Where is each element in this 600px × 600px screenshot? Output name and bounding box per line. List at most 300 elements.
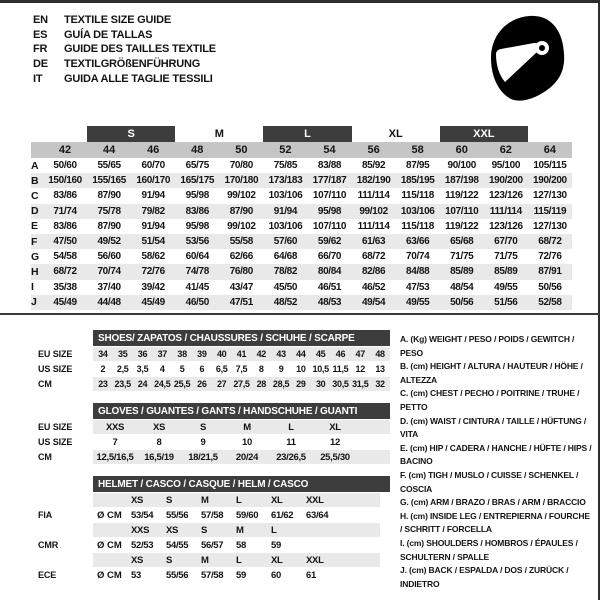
value-cell: 55/56: [166, 569, 189, 581]
gloves-table: [31, 403, 390, 464]
value-cell: 74/78: [185, 266, 209, 278]
value-cell: XL: [271, 494, 283, 506]
value-cell: M: [201, 494, 209, 506]
gloves-title: GLOVES / GUANTES / GANTS / HANDSCHUHE / GUANTI: [93, 403, 390, 419]
value-cell: 23/26,5: [276, 451, 306, 463]
value-cell: XL: [329, 421, 341, 433]
value-cell: 54/55: [166, 539, 189, 551]
value-cell: 95/98: [317, 205, 342, 217]
value-cell: XS: [166, 524, 179, 536]
value-cell: 190/200: [533, 175, 567, 187]
row-band: [93, 450, 390, 464]
value-cell: 47/51: [229, 296, 253, 308]
table-row: [31, 362, 390, 376]
value-cell: 123/126: [488, 190, 523, 202]
value-cell: XXL: [306, 554, 324, 566]
row-label: D: [31, 205, 39, 218]
helmet-svg: [489, 14, 565, 104]
textile-row: [31, 173, 572, 188]
helmet-title: HELMET / CASCO / CASQUE / HELM / CASCO: [93, 476, 390, 492]
row-band: [93, 435, 390, 449]
textile-row: [31, 280, 572, 295]
legend-item: F. (cm) TIGH / MUSLO / CUISSE / SCHENKEL / COSCIA: [400, 469, 579, 494]
value-cell: XXL: [306, 494, 324, 506]
value-cell: 51/54: [141, 236, 165, 248]
value-cell: 59/60: [236, 509, 259, 521]
value-cell: 71/75: [450, 251, 474, 263]
value-cell: 4: [159, 364, 165, 374]
table-row: [31, 420, 390, 434]
row-band: [93, 377, 390, 391]
language-row: [33, 57, 216, 72]
value-cell: 103/106: [400, 205, 435, 217]
row-label: C: [31, 189, 39, 202]
language-code: FR: [33, 43, 48, 56]
value-cell: 127/130: [533, 220, 567, 232]
value-cell: M: [201, 554, 209, 566]
value-cell: 28,5: [272, 379, 290, 389]
value-cell: 52/53: [131, 539, 154, 551]
value-cell: 85/92: [361, 160, 386, 172]
value-cell: 10,5: [312, 364, 329, 374]
value-cell: 65/75: [185, 160, 209, 172]
language-code: ES: [33, 28, 48, 41]
value-cell: 50/56: [538, 281, 562, 293]
value-cell: 41/45: [185, 281, 209, 293]
value-cell: 29: [296, 379, 306, 389]
value-cell: 53: [131, 569, 141, 581]
value-cell: 53/54: [131, 509, 154, 521]
value-cell: M: [243, 421, 251, 433]
helmet-title-row: [31, 476, 390, 492]
value-cell: 87/90: [97, 220, 121, 232]
value-cell: 90/100: [447, 160, 476, 172]
table-row: [31, 493, 390, 507]
legend-item: H. (cm) INSIDE LEG / ENTREPIERNA / FOURCHE / SCHRITT / FORCELLA: [400, 510, 590, 535]
value-cell: 91/94: [141, 190, 165, 202]
value-cell: 62/66: [229, 251, 253, 263]
value-cell: 61/62: [271, 509, 294, 521]
size-number: 58: [411, 144, 424, 156]
textile-row: [31, 249, 572, 264]
size-group-xl: XL: [388, 128, 403, 140]
textile-row: [31, 234, 572, 249]
value-cell: 48/53: [317, 296, 342, 308]
value-cell: 26: [197, 379, 207, 389]
language-row: [33, 28, 216, 43]
value-cell: 48/54: [450, 281, 474, 293]
row-band: [93, 347, 390, 361]
value-cell: 40: [216, 349, 227, 359]
value-cell: 57/60: [273, 236, 298, 248]
value-cell: L: [236, 554, 242, 566]
row-label: US SIZE: [38, 437, 73, 447]
value-cell: 35: [117, 349, 128, 359]
shoes-title: SHOES/ ZAPATOS / CHAUSSURES / SCHUHE / SCARPE: [93, 330, 390, 346]
racing-helmet-icon: [489, 14, 565, 104]
value-cell: 53/56: [185, 236, 209, 248]
unit-cell: Ø CM: [97, 569, 122, 581]
textile-row: [31, 264, 572, 279]
value-cell: 107/110: [312, 190, 347, 202]
value-cell: XS: [131, 494, 144, 506]
value-cell: 32: [375, 379, 385, 389]
value-cell: 2,5: [116, 364, 129, 374]
value-cell: 177/187: [312, 175, 347, 187]
value-cell: 55/56: [166, 509, 189, 521]
gloves-title-spacer: [31, 403, 93, 419]
value-cell: 119/122: [445, 220, 479, 232]
value-cell: 59: [271, 539, 281, 551]
value-cell: 45: [315, 349, 326, 359]
textile-row: [31, 188, 572, 203]
value-cell: 31,5: [352, 379, 369, 389]
size-group-xxl: XXL: [440, 126, 528, 142]
row-label: CM: [38, 452, 52, 462]
value-cell: 45/50: [273, 281, 298, 293]
value-cell: 49/54: [361, 296, 386, 308]
value-cell: 75/85: [273, 160, 298, 172]
size-group-m: M: [214, 128, 224, 140]
value-cell: 99/102: [227, 190, 256, 202]
value-cell: 55/58: [229, 236, 253, 248]
value-cell: 28: [256, 379, 266, 389]
value-cell: 185/195: [400, 175, 435, 187]
shoes-table: [31, 330, 390, 391]
value-cell: 75/78: [97, 205, 121, 217]
value-cell: 36: [137, 349, 148, 359]
size-number-row: [31, 142, 572, 158]
value-cell: 49/55: [406, 296, 430, 308]
value-cell: 30: [315, 379, 326, 389]
value-cell: 57/58: [201, 509, 224, 521]
textile-rows: [31, 158, 572, 310]
language-code: IT: [33, 72, 43, 85]
value-cell: 59/62: [317, 236, 342, 248]
gloves-rows: [31, 420, 390, 464]
value-cell: 25,5: [173, 379, 191, 389]
value-cell: 39/42: [141, 281, 165, 293]
value-cell: 83/88: [317, 160, 342, 172]
value-cell: L: [236, 494, 242, 506]
value-cell: 49/55: [494, 281, 518, 293]
section-divider: [0, 313, 600, 315]
value-cell: 68/72: [53, 266, 77, 278]
value-cell: 47: [355, 349, 365, 359]
value-cell: 91/94: [141, 220, 165, 232]
value-cell: 24,5: [154, 379, 171, 389]
value-cell: XS: [131, 554, 144, 566]
row-label: I: [31, 281, 34, 294]
legend-item: A. (Kg) WEIGHT / PESO / POIDS / GEWITCH / PESO: [400, 334, 575, 358]
value-cell: 23: [98, 379, 108, 389]
row-band: [93, 362, 390, 376]
value-cell: S: [201, 524, 208, 536]
value-cell: 44/48: [97, 296, 121, 308]
value-cell: S: [199, 421, 207, 433]
size-group-l: L: [263, 126, 351, 142]
value-cell: 111/114: [357, 220, 390, 232]
legend-item: I. (cm) SHOULDERS / HOMBROS / ÉPAULES / SCHULTERN / SPALLE: [400, 537, 578, 562]
row-label: CM: [38, 379, 52, 389]
value-cell: 27,5: [233, 379, 250, 389]
value-cell: 2: [100, 364, 106, 374]
value-cell: 95/98: [185, 220, 209, 232]
value-cell: 37: [157, 349, 167, 359]
value-cell: 165/175: [180, 175, 215, 187]
shoes-rows: [31, 347, 390, 391]
value-cell: 7,5: [235, 364, 248, 374]
value-cell: M: [236, 524, 244, 536]
size-number: 54: [323, 144, 336, 156]
value-cell: 38: [177, 349, 187, 359]
value-cell: 87/90: [97, 190, 121, 202]
value-cell: XXS: [131, 524, 150, 536]
value-cell: 8: [258, 364, 264, 374]
value-cell: 45/49: [141, 296, 165, 308]
value-cell: 23,5: [114, 379, 131, 389]
textile-row: [31, 219, 572, 234]
value-cell: 84/88: [406, 266, 430, 278]
row-label: E: [31, 220, 39, 233]
value-cell: 8: [156, 436, 162, 448]
helmet-title-spacer: [31, 476, 93, 492]
textile-row: [31, 295, 572, 310]
value-cell: 47/50: [53, 236, 77, 248]
size-number: 52: [279, 144, 292, 156]
value-cell: S: [166, 494, 173, 506]
row-band: [93, 538, 380, 552]
legend-item: D. (cm) WAIST / CINTURA / TAILLE / HÜFTUNG / VITA: [400, 415, 587, 440]
value-cell: 46/52: [361, 281, 386, 293]
value-cell: 182/190: [356, 175, 391, 187]
value-cell: 85/89: [450, 266, 474, 278]
value-cell: 10: [242, 436, 252, 448]
value-cell: 52/58: [538, 296, 562, 308]
value-cell: 63/64: [306, 509, 329, 521]
textile-size-table: [31, 126, 572, 310]
table-row: [31, 553, 390, 567]
row-label: EU SIZE: [38, 422, 73, 432]
size-number: 46: [147, 144, 160, 156]
value-cell: 57/58: [201, 569, 224, 581]
value-cell: 83/86: [53, 190, 77, 202]
language-code: DE: [33, 58, 48, 71]
value-cell: 119/122: [445, 190, 479, 202]
guide-title: TEXTILE SIZE GUIDE: [64, 14, 172, 27]
value-cell: 160/170: [136, 175, 171, 187]
value-cell: 72/76: [538, 251, 562, 263]
top-border: [0, 0, 600, 3]
value-cell: 66/70: [317, 251, 342, 263]
size-group-s: S: [87, 126, 175, 142]
table-row: [31, 523, 390, 537]
value-cell: 56/57: [201, 539, 224, 551]
value-cell: 115/118: [401, 190, 434, 202]
row-label: EU SIZE: [38, 349, 73, 359]
value-cell: 59: [236, 569, 246, 581]
value-cell: 25,5/30: [320, 451, 350, 463]
value-cell: 48: [375, 349, 385, 359]
value-cell: 85/89: [494, 266, 518, 278]
value-cell: 6: [199, 364, 205, 374]
value-cell: 18/21,5: [188, 451, 218, 463]
value-cell: 9: [278, 364, 284, 374]
value-cell: 58: [236, 539, 246, 551]
value-cell: 187/198: [444, 175, 479, 187]
value-cell: 123/126: [488, 220, 523, 232]
row-label: [31, 553, 93, 567]
value-cell: 71/75: [494, 251, 518, 263]
value-cell: 150/160: [48, 175, 82, 187]
value-cell: 170/180: [224, 175, 259, 187]
value-cell: 78/82: [273, 266, 298, 278]
row-label: B: [31, 174, 39, 187]
table-row: [31, 347, 390, 361]
row-band: [93, 493, 380, 507]
size-number: 44: [102, 144, 116, 156]
value-cell: 7: [112, 436, 118, 448]
size-number: 50: [235, 144, 248, 156]
value-cell: 5: [179, 364, 185, 374]
row-label: A: [31, 159, 39, 172]
value-cell: 63/66: [406, 236, 430, 248]
row-label: F: [31, 235, 38, 248]
row-band: [93, 420, 390, 434]
value-cell: 95/98: [185, 190, 209, 202]
value-cell: 67/70: [494, 236, 518, 248]
value-cell: 127/130: [533, 190, 567, 202]
value-cell: 55/65: [97, 160, 121, 172]
row-label: G: [31, 250, 40, 263]
value-cell: 95/100: [491, 160, 521, 172]
legend-item: G. (cm) ARM / BRAZO / BRAS / ARM / BRACCIO: [400, 497, 586, 508]
value-cell: 79/82: [141, 205, 165, 217]
value-cell: 68/72: [538, 236, 562, 248]
table-row: [31, 450, 390, 464]
value-cell: 83/86: [185, 205, 209, 217]
value-cell: 16,5/19: [144, 451, 174, 463]
value-cell: 99/102: [227, 220, 256, 232]
value-cell: 103/106: [268, 190, 303, 202]
row-label: US SIZE: [38, 364, 73, 374]
row-label: ECE: [38, 570, 57, 580]
value-cell: 60/64: [185, 251, 209, 263]
size-group-row: [31, 126, 572, 142]
value-cell: 107/110: [312, 220, 347, 232]
value-cell: 44: [296, 349, 306, 359]
row-label: CMR: [38, 540, 59, 550]
value-cell: 49/52: [97, 236, 121, 248]
unit-cell: Ø CM: [97, 509, 122, 521]
value-cell: 87/91: [538, 266, 562, 278]
value-cell: 39: [197, 349, 207, 359]
gloves-title-row: [31, 403, 390, 419]
value-cell: 80/84: [317, 266, 342, 278]
value-cell: 103/106: [268, 220, 303, 232]
helmet-rows: [31, 493, 390, 582]
value-cell: 70/74: [406, 251, 430, 263]
value-cell: 107/110: [445, 205, 479, 217]
row-label: [31, 493, 93, 507]
value-cell: 60/70: [141, 160, 165, 172]
size-number: 60: [455, 144, 468, 156]
value-cell: 99/102: [359, 205, 388, 217]
value-cell: 46/51: [317, 281, 342, 293]
value-cell: 76/80: [229, 266, 253, 278]
guide-title: GUIDA ALLE TAGLIE TESSILI: [64, 72, 213, 85]
value-cell: 13: [375, 364, 385, 374]
guide-title: GUÍA DE TALLAS: [64, 28, 153, 41]
value-cell: 60: [271, 569, 281, 581]
value-cell: 47/53: [406, 281, 430, 293]
value-cell: 64/68: [273, 251, 298, 263]
value-cell: 11: [286, 436, 296, 448]
value-cell: 68/72: [361, 251, 386, 263]
value-cell: 30,5: [332, 379, 349, 389]
table-row: [31, 435, 390, 449]
value-cell: 72/76: [141, 266, 165, 278]
value-cell: 70/74: [97, 266, 121, 278]
legend-item: C. (cm) CHEST / PECHO / POITRINE / TRUHE / PETTO: [400, 388, 580, 412]
row-label: H: [31, 265, 39, 278]
row-band: [93, 568, 380, 582]
legend-item: B. (cm) HEIGHT / ALTURA / HAUTEUR / HÖHE / ALTEZZA: [400, 361, 583, 385]
textile-row: [31, 158, 572, 173]
value-cell: 42: [256, 349, 266, 359]
value-cell: 65/68: [450, 236, 474, 248]
value-cell: 173/183: [268, 175, 303, 187]
row-label: J: [31, 296, 37, 309]
table-row: [31, 568, 390, 582]
value-cell: 3,5: [136, 364, 149, 374]
unit-cell: Ø CM: [97, 539, 122, 551]
value-cell: 111/114: [489, 205, 522, 217]
value-cell: 56/60: [97, 251, 121, 263]
value-cell: 155/165: [92, 175, 126, 187]
guide-title: GUIDE DES TAILLES TEXTILE: [64, 43, 216, 56]
value-cell: 34: [98, 349, 108, 359]
language-row: [33, 13, 216, 28]
value-cell: 82/86: [361, 266, 386, 278]
row-label: FIA: [38, 510, 53, 520]
row-band: [93, 523, 380, 537]
value-cell: 12,5/16,5: [96, 451, 134, 463]
value-cell: 6,5: [215, 364, 228, 374]
value-cell: 35/38: [53, 281, 77, 293]
size-number: 48: [191, 144, 204, 156]
value-cell: 43: [276, 349, 286, 359]
language-row: [33, 42, 216, 57]
shoes-title-row: [31, 330, 390, 346]
legend-item: E. (cm) HIP / CADERA / HANCHE / HÜFTE / HIPS / BACINO: [400, 442, 592, 467]
textile-row: [31, 204, 572, 219]
measurement-legend: [400, 333, 594, 591]
value-cell: 54/58: [53, 251, 77, 263]
value-cell: 11,5: [332, 364, 349, 374]
value-cell: S: [166, 554, 173, 566]
value-cell: L: [288, 421, 294, 433]
value-cell: 71/74: [53, 205, 77, 217]
value-cell: 50/60: [53, 160, 77, 172]
row-label: [31, 523, 93, 537]
value-cell: 48/52: [273, 296, 298, 308]
value-cell: 70/80: [229, 160, 253, 172]
value-cell: 115/119: [533, 205, 567, 217]
value-cell: 10: [296, 364, 306, 374]
value-cell: 105/115: [533, 160, 567, 172]
value-cell: 87/95: [406, 160, 430, 172]
